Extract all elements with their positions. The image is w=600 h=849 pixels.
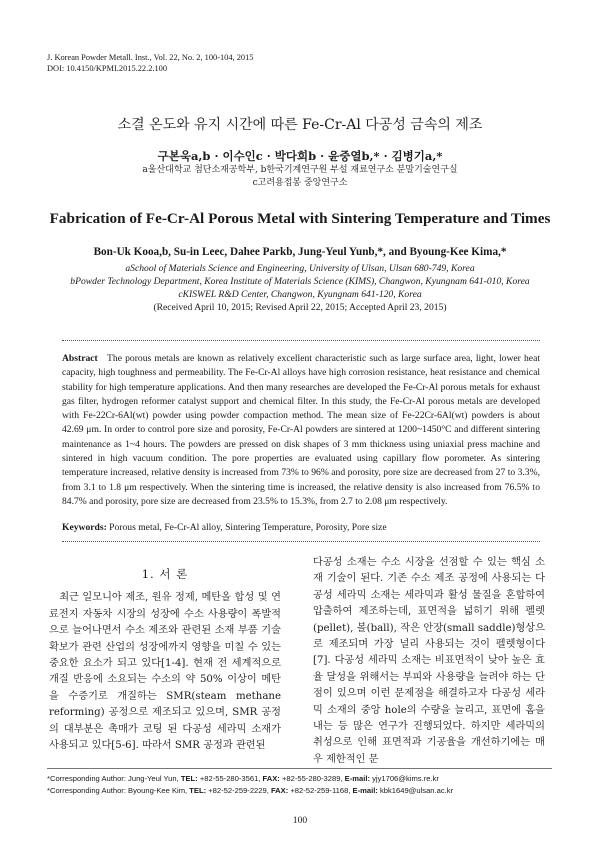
fn1-fax: +82-55-280-3289, [279,774,345,783]
fn1-fax-label: FAX: [262,774,280,783]
english-affiliations [0,262,600,314]
english-title: Fabrication of Fe-Cr-Al Porous Metal with Sintering Temperature and Times [49,210,551,227]
abstract [62,352,540,509]
korean-affiliation-1: a울산대학교 첨단소재공학부, b한국기계연구원 부설 재료연구소 분말기술연구실 [142,165,458,175]
corresponding-author-2 [47,785,453,797]
english-affiliation-1: aSchool of Materials Science and Engineering, University of Ulsan, Ulsan 680-749, Korea [125,263,475,274]
corresponding-authors [47,773,453,796]
keywords-bottom-rule [62,541,540,542]
keywords-text: Porous metal, Fe-Cr-Al alloy, Sintering Temperature, Porosity, Pore size [109,522,387,533]
korean-affiliations [0,164,600,190]
keywords-label: Keywords: [62,522,107,533]
fn1-tel: +82-55-280-3561, [197,774,263,783]
section-heading-introduction: 1. 서 론 [141,567,189,581]
keywords [62,521,540,535]
fn2-email-label: E-mail: [352,785,378,795]
footnote-rule [47,768,552,769]
english-affiliation-2: bPowder Technology Department, Korea Institute of Materials Science (KIMS), Changwon, Kyungnam 641-010, Korea [70,276,530,287]
abstract-text: The porous metals are known as relatively excellent characteristic such as large surface area, light, lower heat capacity, high toughness and permeability. The Fe-Cr-Al alloys have high corrosion resistance, heat resistance and chemical stability for high temperature applications. And then many researches are developed the Fe-Cr-Al porous metals for exhaust gas filter, hydrogen reformer catalyst support and chemical filter. In this study, the Fe-Cr-Al porous metals are developed with Fe-22Cr-6Al(wt) powder using powder compaction method. The mean size of Fe-22Cr-6Al(wt) powders is about 42.69 μm. In order to control pore size and porosity, Fe-Cr-Al powders are sintered at 1200~1450°C and different sintering maintenance as 1~4 hours. The powders are pressed on disk shapes of 3 mm thickness using uniaxial press machine and sintered in high vacuum condition. The pore properties are evaluated using capillary flow porometer. As sintering temperature increased, relative density is increased from 73% to 96% and porosity, pore size are decreased from 27 to 3.3%, from 3.1 to 1.8 μm respectively. When the sintering time is increased, the relative density is also increased from 76.5% to 84.7% and porosity, pore size are decreased from 23.5% to 15.3%, from 2.7 to 2.08 μm respectively. [62,353,540,507]
corresponding-author-1 [47,773,453,785]
fn2-tel: +82-52-259-2229, [206,785,271,795]
fn1-tel-label: TEL: [180,774,198,783]
english-authors: Bon-Uk Kooa,b, Su-in Leec, Dahee Parkb, Jung-Yeul Yunb,*, and Byoung-Kee Kima,* [93,246,507,258]
received-dates: (Received April 10, 2015; Revised April 22, 2015; Accepted April 23, 2015) [153,302,447,313]
fn1-prefix: *Corresponding Author: Jung-Yeul Yun, [47,774,181,783]
korean-affiliation-2: c고려용접봉 중앙연구소 [252,178,348,188]
body-paragraph-right: 다공성 소재는 수소 시장을 선점할 수 있는 핵심 소재 기술이 된다. 기존 수소 제조 공정에 사용되는 다공성 세라믹 소재는 세라믹과 활성 물질을 혼합하여 압출하여 제조하는데, 표면적을 넓히기 위해 펠렛(pellet), 볼(ball), 작은 안장(small saddle)형상으로 제조되며 가장 널리 사용되는 것이 펠렛형이다[7]. 다공성 세라믹 소재는 비표면적이 낮아 높은 효율 달성을 위해서는 부피와 사용량을 늘려야 하는 단점이 있으며 이런 문제점을 해결하고자 다공성 세라믹 소재의 중앙 hole의 수량을 늘리고, 표면에 홈을 내는 등 많은 연구가 진행되었다. 하지만 세라믹의 취성으로 인해 표면적과 기공율을 개선하기에는 매우 제한적인 문 [313,557,545,765]
body-right-column [313,555,545,768]
fn1-email-label: E-mail: [344,774,370,783]
fn2-tel-label: TEL: [189,785,207,795]
journal-header [47,52,254,74]
fn2-fax-label: FAX: [270,785,289,795]
abstract-top-rule [62,340,540,341]
fn1-email[interactable]: yjy1706@kims.re.kr [369,774,439,783]
fn2-fax: +82-52-259-1168, [288,785,353,795]
journal-doi: DOI: 10.4150/KPMI.2015.22.2.100 [47,64,168,73]
abstract-label: Abstract [62,353,98,364]
journal-citation: J. Korean Powder Metall. Inst., Vol. 22, No. 2, 100-104, 2015 [47,53,254,62]
body-paragraph-left: 최근 일모니아 제조, 원유 정제, 메탄올 합성 및 연료전지 자동차 시장의 성장에 수소 사용량이 폭발적으로 늘어나면서 수소 제조와 관련된 소재 부품 기술 확보가 관련 산업의 성장에까지 영향을 미칠 수 있는 중요한 요소가 되고 있다[1-4]. 현재 전 세계적으로 개질 반응에 소요되는 수소의 약 50% 이상이 메탄을 수증기로 개질하는 SMR(steam methane reforming) 공정으로 제조되고 있으며, SMR 공정의 대부분은 촉매가 코팅 된 다공성 세라믹 소재가 사용되고 있다[5-6]. 따라서 SMR 공정과 관련된 [49,592,281,752]
body-left-column [49,566,281,754]
english-affiliation-3: cKISWEL R&D Center, Changwon, Kyungnam 641-120, Korea [178,289,422,300]
fn2-email[interactable]: kbk1649@ulsan.ac.kr [377,785,454,795]
korean-authors: 구본욱a,b · 이수인c · 박다희b · 윤중열b,* · 김병기a,* [157,149,443,163]
fn2-prefix: *Corresponding Author: Byoung-Kee Kim, [47,785,190,795]
korean-title: 소결 온도와 유지 시간에 따른 Fe-Cr-Al 다공성 금속의 제조 [117,117,483,133]
page-number: 100 [292,815,308,826]
